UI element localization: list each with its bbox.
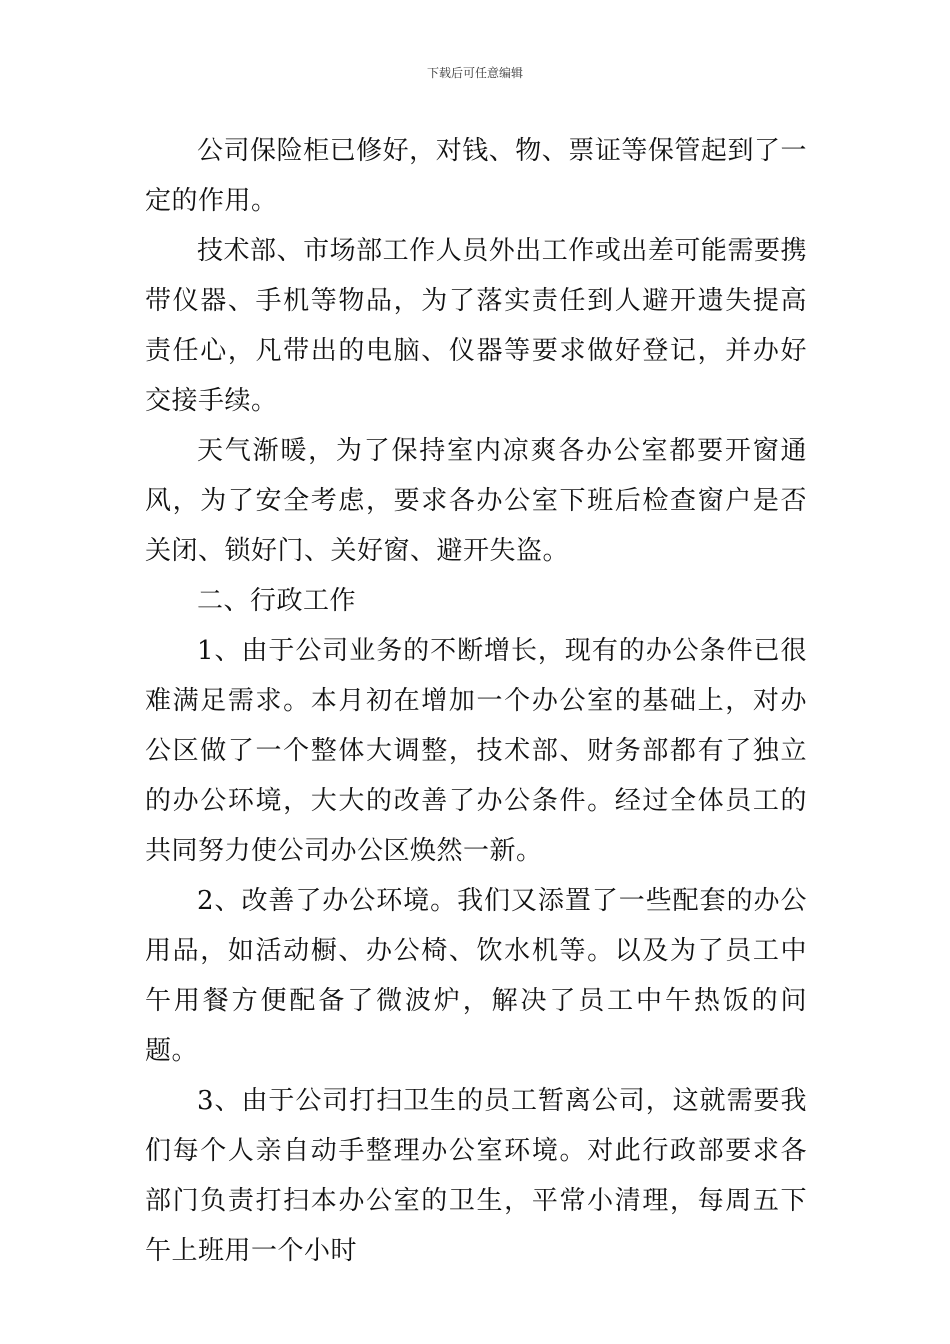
page-header: 下载后可任意编辑 — [426, 66, 523, 80]
section-heading-admin-work: 二、行政工作 — [197, 586, 357, 616]
paragraph-cleaning-duty: 3、由于公司打扫卫生的员工暂离公司，这就需要我们每个人亲自动手整理办公室环境。对此行政部要求各部门负责打扫本办公室的卫生，平常小清理，每周五下午上班用一个小时 — [145, 1086, 807, 1266]
document-body — [145, 126, 807, 1276]
paragraph-window-security: 天气渐暖，为了保持室内凉爽各办公室都要开窗通风，为了安全考虑，要求各办公室下班后检查窗户是否关闭、锁好门、关好窗、避开失盗。 — [145, 436, 807, 566]
paragraph-office-supplies: 2、改善了办公环境。我们又添置了一些配套的办公用品，如活动橱、办公椅、饮水机等。以及为了员工中午用餐方便配备了微波炉，解决了员工中午热饭的问题。 — [145, 886, 807, 1066]
paragraph-office-adjustment: 1、由于公司业务的不断增长，现有的办公条件已很难满足需求。本月初在增加一个办公室的基础上，对办公区做了一个整体大调整，技术部、财务部都有了独立的办公环境，大大的改善了办公条件。经过全体员工的共同努力使公司办公区焕然一新。 — [145, 636, 807, 866]
paragraph-safe-repair: 公司保险柜已修好，对钱、物、票证等保管起到了一定的作用。 — [145, 136, 807, 216]
paragraph-equipment-checkout: 技术部、市场部工作人员外出工作或出差可能需要携带仪器、手机等物品，为了落实责任到人避开遗失提高责任心，凡带出的电脑、仪器等要求做好登记，并办好交接手续。 — [145, 236, 807, 416]
